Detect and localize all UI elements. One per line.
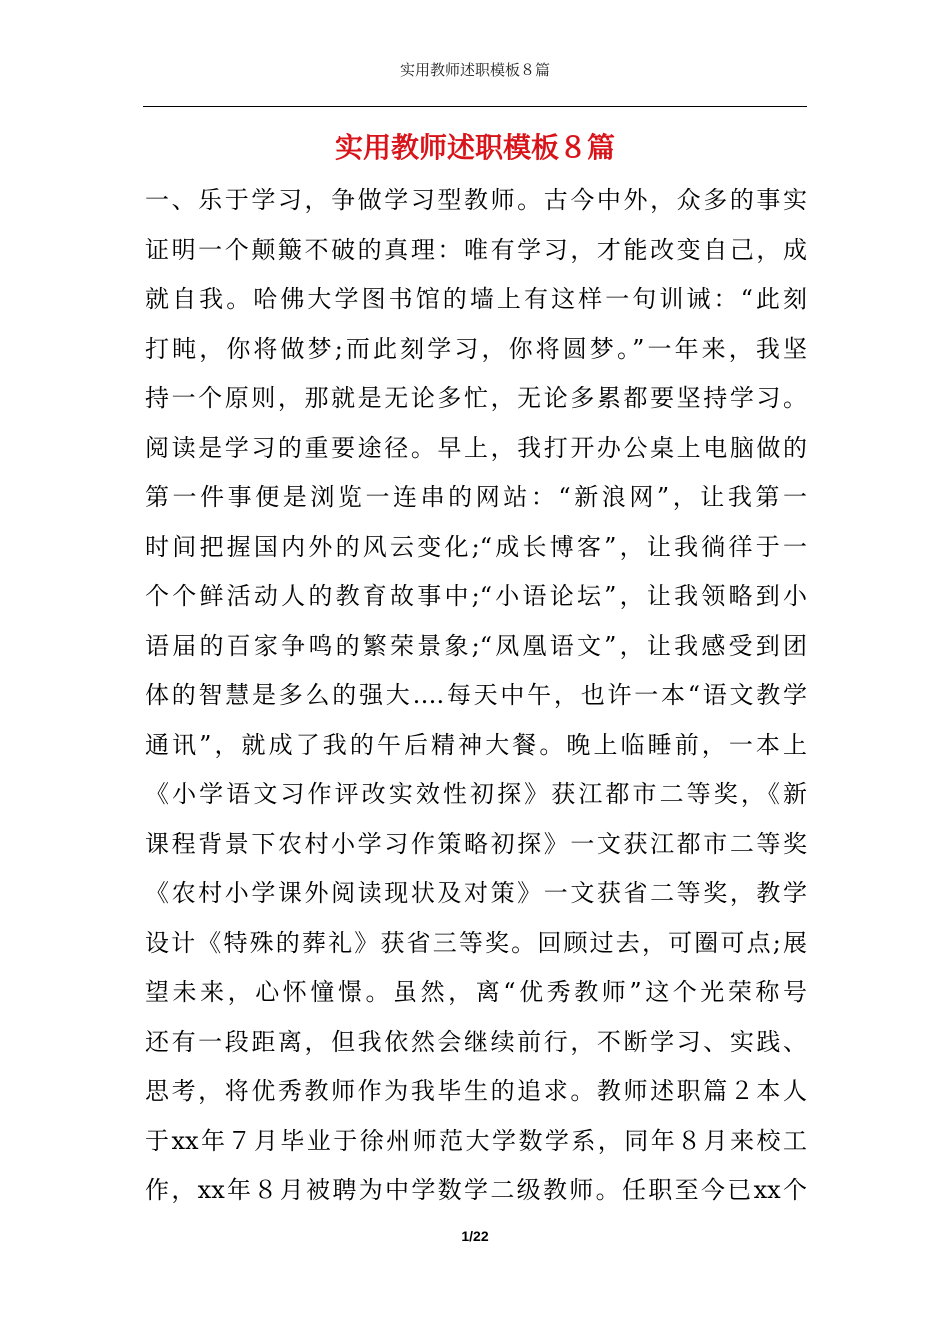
body-line: 语届的百家争鸣的繁荣景象;“凤凰语文”，让我感受到团 [145,631,807,660]
body-line: 证明一个颠簸不破的真理：唯有学习，才能改变自己，成 [145,235,807,264]
body-line: 时间把握国内外的风云变化;“成长博客”，让我徜徉于一 [145,532,807,561]
body-line: 打盹，你将做梦;而此刻学习，你将圆梦。”一年来，我坚 [145,334,807,363]
body-line: 第一件事便是浏览一连串的网站：“新浪网”，让我第一 [145,483,807,511]
body-line: 望未来，心怀憧憬。虽然，离“优秀教师”这个光荣称号 [145,978,807,1006]
body-line: 思考，将优秀教师作为我毕生的追求。教师述职篇２本人 [145,1077,807,1105]
body-line: 还有一段距离，但我依然会继续前行，不断学习、实践、 [145,1027,807,1056]
body-line: 作，xx年８月被聘为中学数学二级教师。任职至今已xx个 [145,1176,807,1204]
body-line: 就自我。哈佛大学图书馆的墙上有这样一句训诫：“此刻 [145,285,807,313]
body-line: 阅读是学习的重要途径。早上，我打开办公桌上电脑做的 [145,433,807,462]
running-header: 实用教师述职模板８篇 [399,61,550,79]
body-line: 体的智慧是多么的强大….每天中午，也许一本“语文教学 [145,681,807,709]
body-line: 一、乐于学习，争做学习型教师。古今中外，众多的事实 [145,186,807,214]
body-line: 课程背景下农村小学习作策略初探》一文获江都市二等奖 [145,829,807,858]
body-line: 设计《特殊的葬礼》获省三等奖。回顾过去，可圈可点;展 [145,928,807,957]
page-number: 1/22 [461,1228,489,1244]
body-line: 通讯”，就成了我的午后精神大餐。晚上临睡前，一本上 [145,730,807,759]
document-body [145,176,807,1216]
body-line: 《农村小学课外阅读现状及对策》一文获省二等奖，教学 [145,879,807,907]
document-title: 实用教师述职模板８篇 [334,131,615,164]
body-line: 个个鲜活动人的教育故事中;“小语论坛”，让我领略到小 [145,582,807,610]
body-line: 持一个原则，那就是无论多忙，无论多累都要坚持学习。 [145,384,807,412]
header-divider [143,106,807,107]
body-line: 于xx年７月毕业于徐州师范大学数学系，同年８月来校工 [145,1126,807,1155]
body-line: 《小学语文习作评改实效性初探》获江都市二等奖，《新 [145,780,807,808]
